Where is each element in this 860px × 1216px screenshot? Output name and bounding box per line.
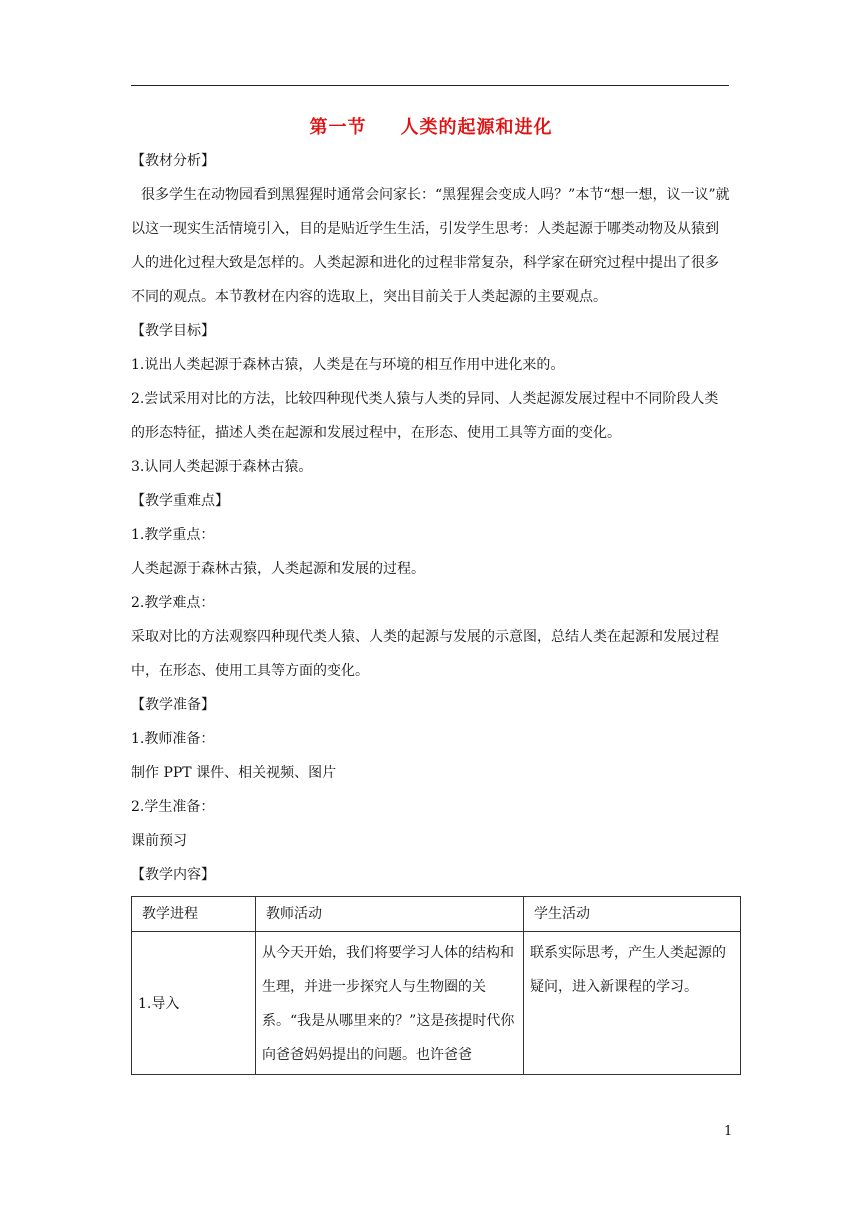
difficulty-label: 2.教学难点： xyxy=(131,595,215,611)
header-rule xyxy=(131,85,729,86)
key-point-label: 1.教学重点： xyxy=(131,527,215,543)
page-title xyxy=(131,112,731,144)
section-heading-goals: 【教学目标】 xyxy=(131,323,215,339)
table-row xyxy=(132,932,741,1075)
goal-item: 1.说出人类起源于森林古猿，人类是在与环境的相互作用中进化来的。 xyxy=(131,357,565,373)
table-header-cell: 学生活动 xyxy=(524,897,741,932)
table-header-cell: 教学进程 xyxy=(132,897,256,932)
key-point-text: 人类起源于森林古猿，人类起源和发展的过程。 xyxy=(131,561,425,577)
section-heading-content: 【教学内容】 xyxy=(131,867,215,883)
title-section-number: 第一节 xyxy=(309,117,367,138)
analysis-paragraph: 很多学生在动物园看到黑猩猩时通常会问家长：“黑猩猩会变成人吗？”本节“想一想，议一议”就以这一现实生活情境引入，目的是贴近学生生活，引发学生思考：人类起源于哪类动物及从猿到人的进化过程大致是怎样的。人类起源和进化的过程非常复杂，科学家在研究过程中提出了很多不同的观点。本节教材在内容的选取上，突出目前关于人类起源的主要观点。 xyxy=(131,187,730,305)
section-heading-analysis: 【教材分析】 xyxy=(131,153,215,169)
goal-item: 2.尝试采用对比的方法，比较四种现代类人猿与人类的异同、人类起源发展过程中不同阶段人类的形态特征，描述人类在起源和发展过程中，在形态、使用工具等方面的变化。 xyxy=(131,391,719,441)
section-heading-key-points: 【教学重难点】 xyxy=(131,493,229,509)
teacher-prep-text: 制作 PPT 课件、相关视频、图片 xyxy=(131,765,337,781)
document-body xyxy=(131,112,731,1075)
goal-item: 3.认同人类起源于森林古猿。 xyxy=(131,459,313,475)
difficulty-text: 采取对比的方法观察四种现代类人猿、人类的起源与发展的示意图，总结人类在起源和发展过程中，在形态、使用工具等方面的变化。 xyxy=(131,629,719,679)
stage-cell: 1.导入 xyxy=(132,932,256,1075)
table-header-cell: 教师活动 xyxy=(256,897,524,932)
student-activity-cell: 联系实际思考，产生人类起源的疑问，进入新课程的学习。 xyxy=(524,932,741,1075)
page-number: 1 xyxy=(724,1124,733,1139)
table-header-row xyxy=(132,897,741,932)
student-prep-label: 2.学生准备： xyxy=(131,799,215,815)
section-heading-preparation: 【教学准备】 xyxy=(131,697,215,713)
teacher-prep-label: 1.教师准备： xyxy=(131,731,215,747)
teaching-process-table xyxy=(131,896,741,1075)
title-text: 人类的起源和进化 xyxy=(400,117,553,138)
teacher-activity-cell: 从今天开始，我们将要学习人体的结构和生理，并进一步探究人与生物圈的关系。“我是从哪里来的？”这是孩提时代你向爸爸妈妈提出的问题。也许爸爸 xyxy=(256,932,524,1075)
student-prep-text: 课前预习 xyxy=(131,833,187,849)
